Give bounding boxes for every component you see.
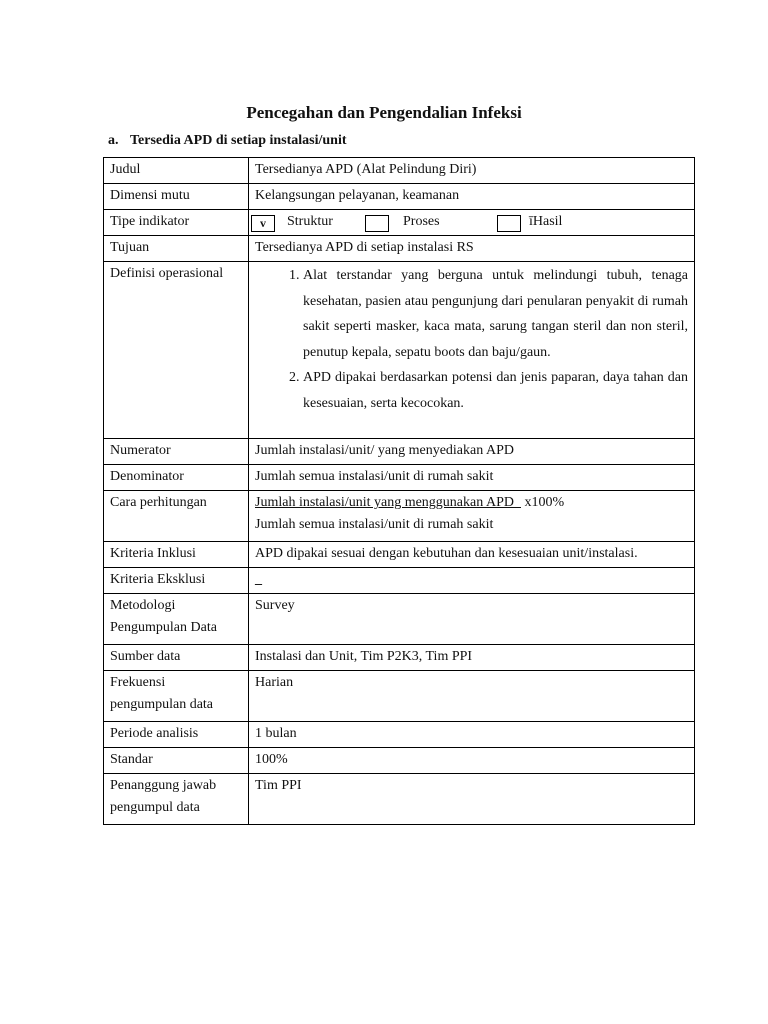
checkbox-proses	[365, 215, 389, 232]
value-numerator: Jumlah instalasi/unit/ yang menyediakan APD	[249, 439, 695, 465]
label-metodologi	[104, 594, 249, 645]
label-standar: Standar	[104, 748, 249, 774]
label-frekuensi-line1: Frekuensi	[110, 675, 166, 690]
section-heading-text: Tersedia APD di setiap instalasi/unit	[130, 133, 347, 148]
formula-multiplier: x100%	[524, 495, 565, 510]
label-tipe-indikator: Tipe indikator	[104, 210, 249, 236]
label-periode-analisis: Periode analisis	[104, 722, 249, 748]
definition-list	[255, 263, 688, 416]
option-proses: Proses	[403, 214, 440, 229]
row-kriteria-inklusi	[104, 542, 695, 568]
checkbox-hasil	[497, 215, 521, 232]
checkbox-struktur: v	[251, 215, 275, 232]
value-tipe-indikator	[249, 210, 695, 236]
value-penanggung-jawab: Tim PPI	[249, 774, 695, 825]
value-definisi-operasional	[249, 262, 695, 439]
section-heading	[108, 133, 347, 149]
option-hasil: īHasil	[529, 214, 563, 229]
value-kriteria-inklusi: APD dipakai sesuai dengan kebutuhan dan kesesuaian unit/instalasi.	[249, 542, 695, 568]
label-penanggung-jawab	[104, 774, 249, 825]
label-penanggung-jawab-line1: Penanggung jawab	[110, 778, 217, 793]
formula-numerator: Jumlah instalasi/unit yang menggunakan APD	[255, 495, 521, 510]
label-kriteria-eksklusi: Kriteria Eksklusi	[104, 568, 249, 594]
value-denominator: Jumlah semua instalasi/unit di rumah sakit	[249, 465, 695, 491]
label-tujuan: Tujuan	[104, 236, 249, 262]
row-periode-analisis	[104, 722, 695, 748]
value-standar: 100%	[249, 748, 695, 774]
value-tujuan: Tersedianya APD di setiap instalasi RS	[249, 236, 695, 262]
row-dimensi-mutu	[104, 184, 695, 210]
label-sumber-data: Sumber data	[104, 645, 249, 671]
page-title: Pencegahan dan Pengendalian Infeksi	[246, 103, 522, 122]
label-denominator: Denominator	[104, 465, 249, 491]
value-dimensi-mutu: Kelangsungan pelayanan, keamanan	[249, 184, 695, 210]
label-metodologi-line2: Pengumpulan Data	[110, 620, 217, 635]
label-dimensi-mutu: Dimensi mutu	[104, 184, 249, 210]
value-periode-analisis: 1 bulan	[249, 722, 695, 748]
definition-item: 2. APD dipakai berdasarkan potensi dan jenis paparan, daya tahan dan kesesuaian, serta kecocokan.	[303, 365, 688, 416]
value-kriteria-eksklusi: _	[249, 568, 695, 594]
label-judul: Judul	[104, 158, 249, 184]
row-judul	[104, 158, 695, 184]
row-frekuensi	[104, 671, 695, 722]
row-penanggung-jawab	[104, 774, 695, 825]
row-definisi-operasional	[104, 262, 695, 439]
option-struktur: Struktur	[287, 214, 333, 229]
row-cara-perhitungan	[104, 491, 695, 542]
label-kriteria-inklusi: Kriteria Inklusi	[104, 542, 249, 568]
label-frekuensi	[104, 671, 249, 722]
label-penanggung-jawab-line2: pengumpul data	[110, 800, 200, 815]
row-denominator	[104, 465, 695, 491]
formula-numerator-line	[255, 492, 688, 514]
row-standar	[104, 748, 695, 774]
value-sumber-data: Instalasi dan Unit, Tim P2K3, Tim PPI	[249, 645, 695, 671]
section-letter: a.	[108, 133, 119, 148]
row-tipe-indikator	[104, 210, 695, 236]
label-frekuensi-line2: pengumpulan data	[110, 697, 214, 712]
value-frekuensi: Harian	[249, 671, 695, 722]
row-sumber-data	[104, 645, 695, 671]
row-numerator	[104, 439, 695, 465]
indicator-profile-table	[103, 157, 695, 825]
row-kriteria-eksklusi	[104, 568, 695, 594]
label-numerator: Numerator	[104, 439, 249, 465]
definition-item: 1. Alat terstandar yang berguna untuk melindungi tubuh, tenaga kesehatan, pasien atau pengunjung dari penularan penyakit di rumah sakit seperti masker, kaca mata, sarung tangan steril dan non steril, penutup kepala, sepatu boots dan baju/gaun.	[303, 263, 688, 365]
label-cara-perhitungan: Cara perhitungan	[104, 491, 249, 542]
label-metodologi-line1: Metodologi	[110, 598, 176, 613]
row-tujuan	[104, 236, 695, 262]
row-metodologi	[104, 594, 695, 645]
value-judul: Tersedianya APD (Alat Pelindung Diri)	[249, 158, 695, 184]
formula-denominator: Jumlah semua instalasi/unit di rumah sakit	[255, 517, 494, 532]
label-definisi-operasional: Definisi operasional	[104, 262, 249, 439]
value-metodologi: Survey	[249, 594, 695, 645]
value-cara-perhitungan	[249, 491, 695, 542]
